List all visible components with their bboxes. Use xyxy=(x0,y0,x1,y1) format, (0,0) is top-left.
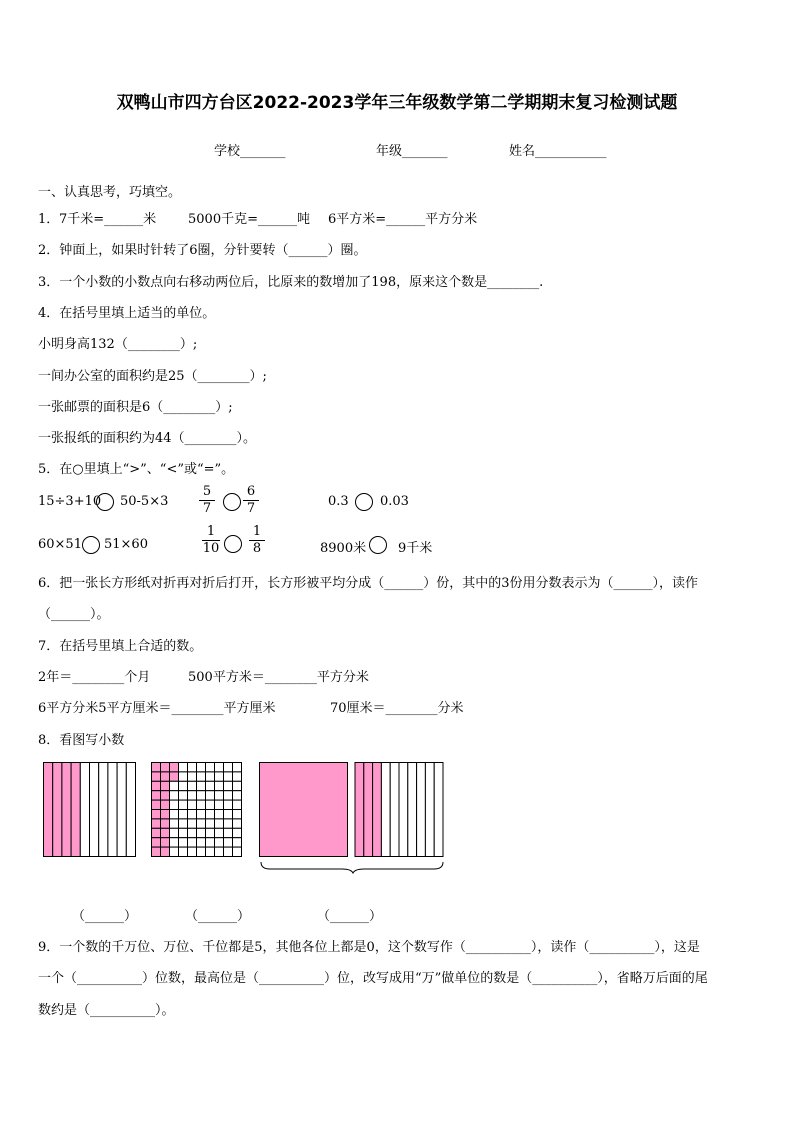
shaded-strip xyxy=(44,763,53,857)
empty-cell xyxy=(233,763,242,772)
empty-cell xyxy=(197,819,206,828)
empty-cell xyxy=(188,819,197,828)
empty-cell xyxy=(215,781,224,790)
empty-strip xyxy=(417,763,426,857)
empty-cell xyxy=(197,847,206,856)
figure-tenths xyxy=(43,762,137,858)
section-heading: 一、认真思考，巧填空。 xyxy=(38,185,182,200)
shaded-cell xyxy=(152,828,161,837)
empty-strip xyxy=(80,763,89,857)
empty-cell xyxy=(197,781,206,790)
q8-stem: 8．看图写小数 xyxy=(38,733,125,748)
empty-cell xyxy=(233,828,242,837)
empty-cell xyxy=(170,791,179,800)
fraction-denominator: 7 xyxy=(246,501,256,516)
empty-cell xyxy=(215,763,224,772)
empty-strip xyxy=(399,763,408,857)
fraction-numerator: 6 xyxy=(243,484,259,501)
page-title: 双鸭山市四方台区2022-2023学年三年级数学第二学期期末复习检测试题 xyxy=(116,93,678,113)
figure-mixed xyxy=(258,762,448,874)
empty-cell xyxy=(170,810,179,819)
empty-cell xyxy=(233,772,242,781)
q5-r1c-right: 0.03 xyxy=(380,494,409,509)
shaded-cell xyxy=(161,763,170,772)
q7-part-b: 500平方米＝________平方分米 xyxy=(188,670,369,685)
empty-cell xyxy=(179,847,188,856)
empty-cell xyxy=(215,772,224,781)
fraction-1-8 xyxy=(249,524,265,557)
q5-r2-left-expr: 60×51 xyxy=(38,537,82,552)
empty-cell xyxy=(206,810,215,819)
empty-cell xyxy=(224,772,233,781)
empty-cell xyxy=(188,800,197,809)
q4-part-d: 一张报纸的面积约为44（________）。 xyxy=(38,431,257,446)
compare-circle[interactable] xyxy=(369,536,387,554)
grade-field[interactable]: 年级_______ xyxy=(376,144,448,159)
empty-cell xyxy=(206,800,215,809)
empty-cell xyxy=(188,781,197,790)
shaded-cell xyxy=(161,819,170,828)
figure-hundredths xyxy=(151,762,243,858)
empty-cell xyxy=(206,781,215,790)
empty-cell xyxy=(224,810,233,819)
shaded-cell xyxy=(152,838,161,847)
q5-r1-left-expr: 15÷3+10 xyxy=(38,494,102,509)
empty-cell xyxy=(188,828,197,837)
q8-answer-2[interactable]: （______） xyxy=(185,909,251,924)
empty-strip xyxy=(434,763,443,857)
fraction-1-10 xyxy=(202,524,220,557)
q2: 2．钟面上，如果时针转了6圈，分针要转（______）圈。 xyxy=(38,243,367,258)
empty-cell xyxy=(197,810,206,819)
empty-cell xyxy=(224,791,233,800)
brace xyxy=(261,862,443,873)
shaded-cell xyxy=(161,781,170,790)
shaded-strip xyxy=(364,763,373,857)
q4-part-a: 小明身高132（________）; xyxy=(38,337,198,352)
empty-cell xyxy=(170,800,179,809)
shaded-cell xyxy=(161,810,170,819)
q1-number: 1． xyxy=(38,212,60,227)
shaded-cell xyxy=(152,847,161,856)
compare-circle[interactable] xyxy=(96,493,114,511)
q9-line3: 数约是（__________）。 xyxy=(38,1003,175,1018)
compare-circle[interactable] xyxy=(223,493,241,511)
compare-circle[interactable] xyxy=(355,493,373,511)
empty-cell xyxy=(233,810,242,819)
shaded-cell xyxy=(161,791,170,800)
q5-stem: 5．在○里填上“>”、“<”或“=”。 xyxy=(38,462,235,477)
compare-circle[interactable] xyxy=(224,535,242,553)
shaded-cell xyxy=(152,763,161,772)
fraction-numerator: 1 xyxy=(202,524,220,541)
shaded-cell xyxy=(152,781,161,790)
shaded-cell xyxy=(152,791,161,800)
empty-cell xyxy=(179,781,188,790)
empty-cell xyxy=(215,847,224,856)
shaded-cell xyxy=(170,763,179,772)
shaded-cell xyxy=(161,847,170,856)
empty-strip xyxy=(381,763,390,857)
q5-r2-right-expr: 51×60 xyxy=(104,537,148,552)
q1-part-a: 7千米=______米 xyxy=(59,212,157,227)
fraction-5-7 xyxy=(199,484,215,517)
shaded-strip xyxy=(53,763,62,857)
fraction-denominator: 7 xyxy=(202,501,212,516)
shaded-cell xyxy=(161,800,170,809)
q1-part-b: 5000千克=______吨 xyxy=(188,212,310,227)
empty-cell xyxy=(170,819,179,828)
shaded-cell xyxy=(161,772,170,781)
empty-cell xyxy=(224,800,233,809)
empty-cell xyxy=(233,838,242,847)
empty-cell xyxy=(179,819,188,828)
empty-cell xyxy=(233,791,242,800)
empty-strip xyxy=(425,763,434,857)
fraction-numerator: 1 xyxy=(249,524,265,541)
empty-cell xyxy=(224,763,233,772)
q1-part-c: 6平方米=______平方分米 xyxy=(328,212,478,227)
shaded-cell xyxy=(152,772,161,781)
empty-strip xyxy=(117,763,126,857)
empty-cell xyxy=(206,763,215,772)
q4-stem: 4．在括号里填上适当的单位。 xyxy=(38,306,216,321)
q6-line2: （______）。 xyxy=(38,607,110,622)
q7-part-c: 6平方分米5平方厘米＝________平方厘米 xyxy=(38,701,276,716)
empty-cell xyxy=(215,791,224,800)
empty-cell xyxy=(206,819,215,828)
empty-cell xyxy=(170,828,179,837)
empty-cell xyxy=(170,847,179,856)
empty-cell xyxy=(197,800,206,809)
school-field[interactable]: 学校_______ xyxy=(214,144,286,159)
q4-part-c: 一张邮票的面积是6（________）; xyxy=(38,400,233,415)
fraction-denominator: 10 xyxy=(202,541,220,556)
empty-strip xyxy=(126,763,135,857)
q5-r2c-left: 8900米 xyxy=(320,541,367,556)
empty-cell xyxy=(170,781,179,790)
empty-cell xyxy=(215,810,224,819)
q3: 3．一个小数的小数点向右移动两位后，比原来的数增加了198，原来这个数是________. xyxy=(38,275,544,290)
empty-strip xyxy=(90,763,99,857)
empty-cell xyxy=(224,781,233,790)
shaded-strip xyxy=(355,763,364,857)
empty-cell xyxy=(233,781,242,790)
empty-cell xyxy=(179,791,188,800)
q5-r1c-left: 0.3 xyxy=(328,494,349,509)
shaded-cell xyxy=(152,800,161,809)
q7-part-a: 2年＝________个月 xyxy=(38,670,151,685)
shaded-cell xyxy=(152,819,161,828)
empty-cell xyxy=(197,763,206,772)
empty-cell xyxy=(215,819,224,828)
name-field[interactable]: 姓名___________ xyxy=(509,144,607,159)
shaded-cell xyxy=(170,772,179,781)
q8-answer-3[interactable]: （______） xyxy=(317,909,383,924)
q7-part-d: 70厘米＝________分米 xyxy=(330,701,464,716)
shaded-strip xyxy=(71,763,80,857)
empty-cell xyxy=(206,791,215,800)
shaded-strip xyxy=(62,763,71,857)
empty-cell xyxy=(215,800,224,809)
empty-cell xyxy=(206,847,215,856)
q6-line1: 6．把一张长方形纸对折再对折后打开，长方形被平均分成（______）份，其中的3份用分数表示为（______），读作 xyxy=(38,576,699,591)
q9-line2: 一个（__________）位数，最高位是（__________）位，改写成用“万”做单位的数是（__________），省略万后面的尾 xyxy=(38,971,708,986)
empty-cell xyxy=(206,838,215,847)
empty-cell xyxy=(224,847,233,856)
empty-strip xyxy=(99,763,108,857)
empty-cell xyxy=(224,819,233,828)
compare-circle[interactable] xyxy=(82,536,100,554)
empty-cell xyxy=(215,838,224,847)
empty-cell xyxy=(179,800,188,809)
empty-cell xyxy=(179,763,188,772)
empty-strip xyxy=(390,763,399,857)
empty-cell xyxy=(179,772,188,781)
empty-strip xyxy=(108,763,117,857)
shaded-strip xyxy=(373,763,382,857)
empty-cell xyxy=(197,772,206,781)
empty-cell xyxy=(188,772,197,781)
empty-cell xyxy=(233,847,242,856)
empty-cell xyxy=(224,828,233,837)
fraction-denominator: 8 xyxy=(252,541,262,556)
empty-cell xyxy=(188,810,197,819)
fraction-numerator: 5 xyxy=(199,484,215,501)
q4-part-b: 一间办公室的面积约是25（________）; xyxy=(38,369,267,384)
empty-cell xyxy=(197,838,206,847)
empty-cell xyxy=(179,838,188,847)
q9-line1: 9．一个数的千万位、万位、千位都是5，其他各位上都是0，这个数写作（__________），读作（__________），这是 xyxy=(38,940,700,955)
shaded-whole-square xyxy=(260,763,348,857)
q5-r2c-right: 9千米 xyxy=(398,541,433,556)
empty-cell xyxy=(179,828,188,837)
empty-cell xyxy=(206,772,215,781)
fraction-6-7 xyxy=(243,484,259,517)
empty-cell xyxy=(233,800,242,809)
empty-cell xyxy=(188,847,197,856)
empty-cell xyxy=(197,828,206,837)
empty-cell xyxy=(197,791,206,800)
empty-cell xyxy=(224,838,233,847)
shaded-cell xyxy=(152,810,161,819)
shaded-cell xyxy=(161,838,170,847)
q7-stem: 7．在括号里填上合适的数。 xyxy=(38,639,203,654)
empty-cell xyxy=(233,819,242,828)
q8-answer-1[interactable]: （______） xyxy=(72,909,138,924)
shaded-cell xyxy=(161,828,170,837)
empty-cell xyxy=(188,838,197,847)
empty-cell xyxy=(215,828,224,837)
empty-cell xyxy=(188,791,197,800)
empty-cell xyxy=(188,763,197,772)
q5-r1-right-expr: 50-5×3 xyxy=(120,494,169,509)
empty-cell xyxy=(179,810,188,819)
empty-strip xyxy=(408,763,417,857)
empty-cell xyxy=(206,828,215,837)
empty-cell xyxy=(170,838,179,847)
